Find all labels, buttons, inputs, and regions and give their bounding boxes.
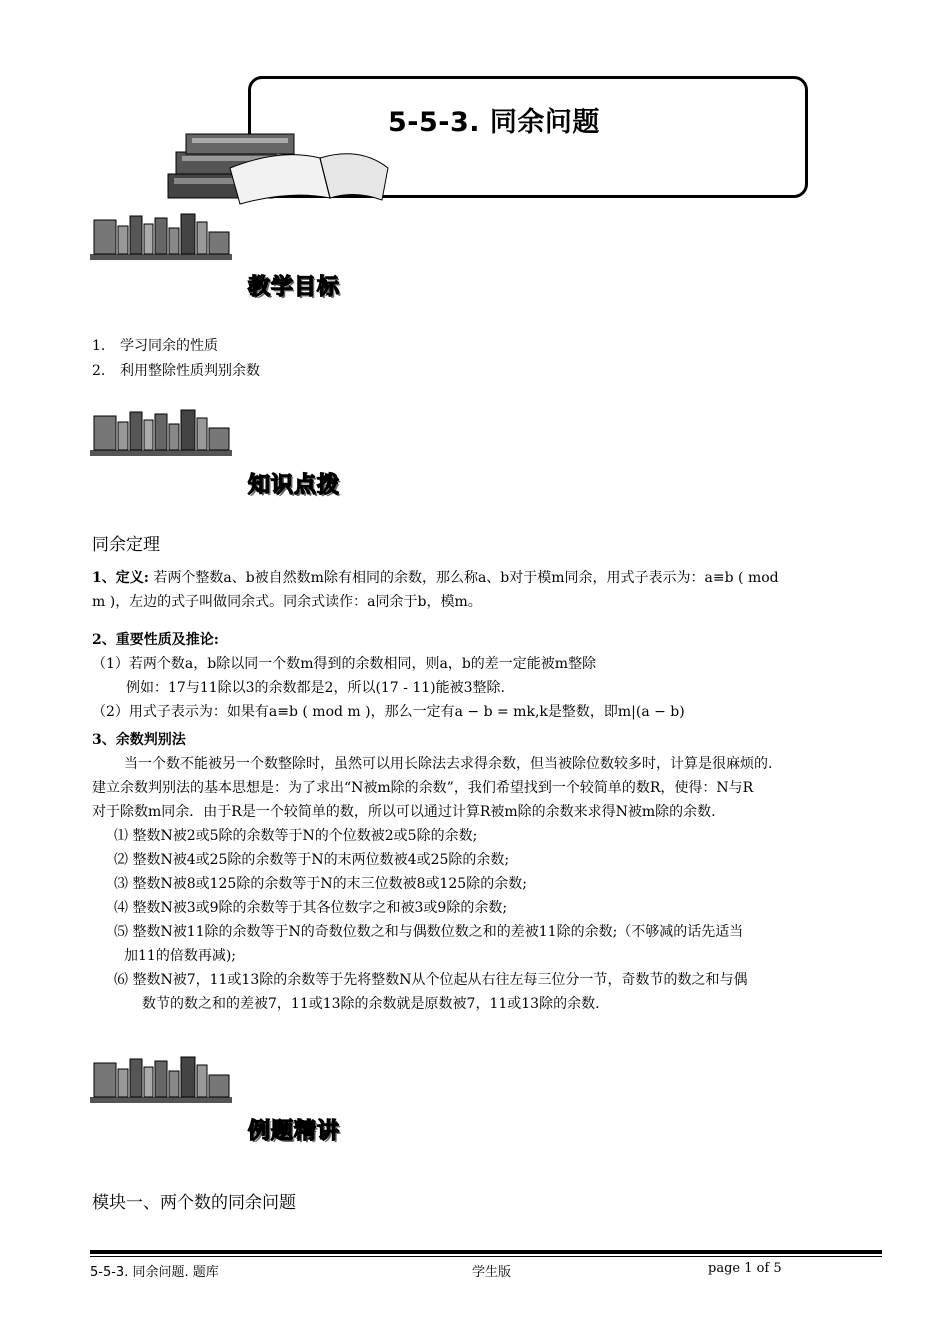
- footer-rule: [90, 1256, 882, 1257]
- books-illustration: [160, 128, 395, 208]
- footer-rule: [90, 1250, 882, 1254]
- goal-item: 2. 利用整除性质判别余数: [92, 363, 260, 379]
- footer-center: 学生版: [472, 1265, 512, 1280]
- footer-left: 5-5-3. 同余问题. 题库: [90, 1265, 219, 1280]
- goal-item: 1. 学习同余的性质: [92, 338, 218, 354]
- bookshelf-icon: [90, 212, 232, 262]
- page-number: page 1 of 5: [708, 1261, 782, 1276]
- remainder-rules: 3、余数判别法 当一个数不能被另一个数整除时，虽然可以用长除法去求得余数，但当被除位数较多时，计算是很麻烦的. 建立余数判别法的基本思想是：为了求出“N被m除的余数”，我们希望找到一个较简单的数R，使得：N与R 对于除数m同余．由于R是一个较简单的数，所以可以通过计算R被m除的余数来求得N被m除的余数. ⑴ 整数N被2或5除的余数等于N的个位数被2或5除的余数; ⑵ 整数N被4或25除的余数等于N的末两位数被4或25除的余数; ⑶ 整数N被8或125除的余数等于N的末三位数被8或125除的余数; ⑷ 整数N被3或9除的余数等于其各位数字之和被3或9除的余数; ⑸ 整数N被11除的余数等于N的奇数位数之和与偶数位数之和的差被11除的余数;（不够减的话先适当 加11的倍数再减); ⑹ 整数N被7，11或13除的余数等于先将整数N从个位起从右往左每三位分一节，奇数节的数之和与偶 数节的数之和的差被7，11或13除的余数就是原数被7，11或13除的余数.: [92, 732, 773, 1012]
- module-heading: 模块一、两个数的同余问题: [92, 1193, 296, 1213]
- section-title-knowledge: 知识点拨: [248, 473, 341, 498]
- section-title-examples: 例题精讲: [248, 1119, 341, 1144]
- theorem-heading: 同余定理: [92, 535, 160, 555]
- definition: 1、定义: 若两个整数a、b被自然数m除有相同的余数，那么称a、b对于模m同余，用式子表示为：a≡b ( mod m )，左边的式子叫做同余式。同余式读作：a同余于b，模m。: [92, 570, 779, 610]
- bookshelf-icon: [90, 1055, 232, 1105]
- page-title: 5-5-3. 同余问题: [388, 107, 600, 138]
- properties: 2、重要性质及推论: （1）若两个数a，b除以同一个数m得到的余数相同，则a，b的差一定能被m整除 例如：17与11除以3的余数都是2，所以(17 - 11)能被3整除. （2）用式子表示为：如果有a≡b ( mod m )，那么一定有a − b = mk,k是整数，即m|(a − b): [92, 632, 685, 720]
- section-title-goals: 教学目标: [248, 275, 341, 300]
- bookshelf-icon: [90, 408, 232, 458]
